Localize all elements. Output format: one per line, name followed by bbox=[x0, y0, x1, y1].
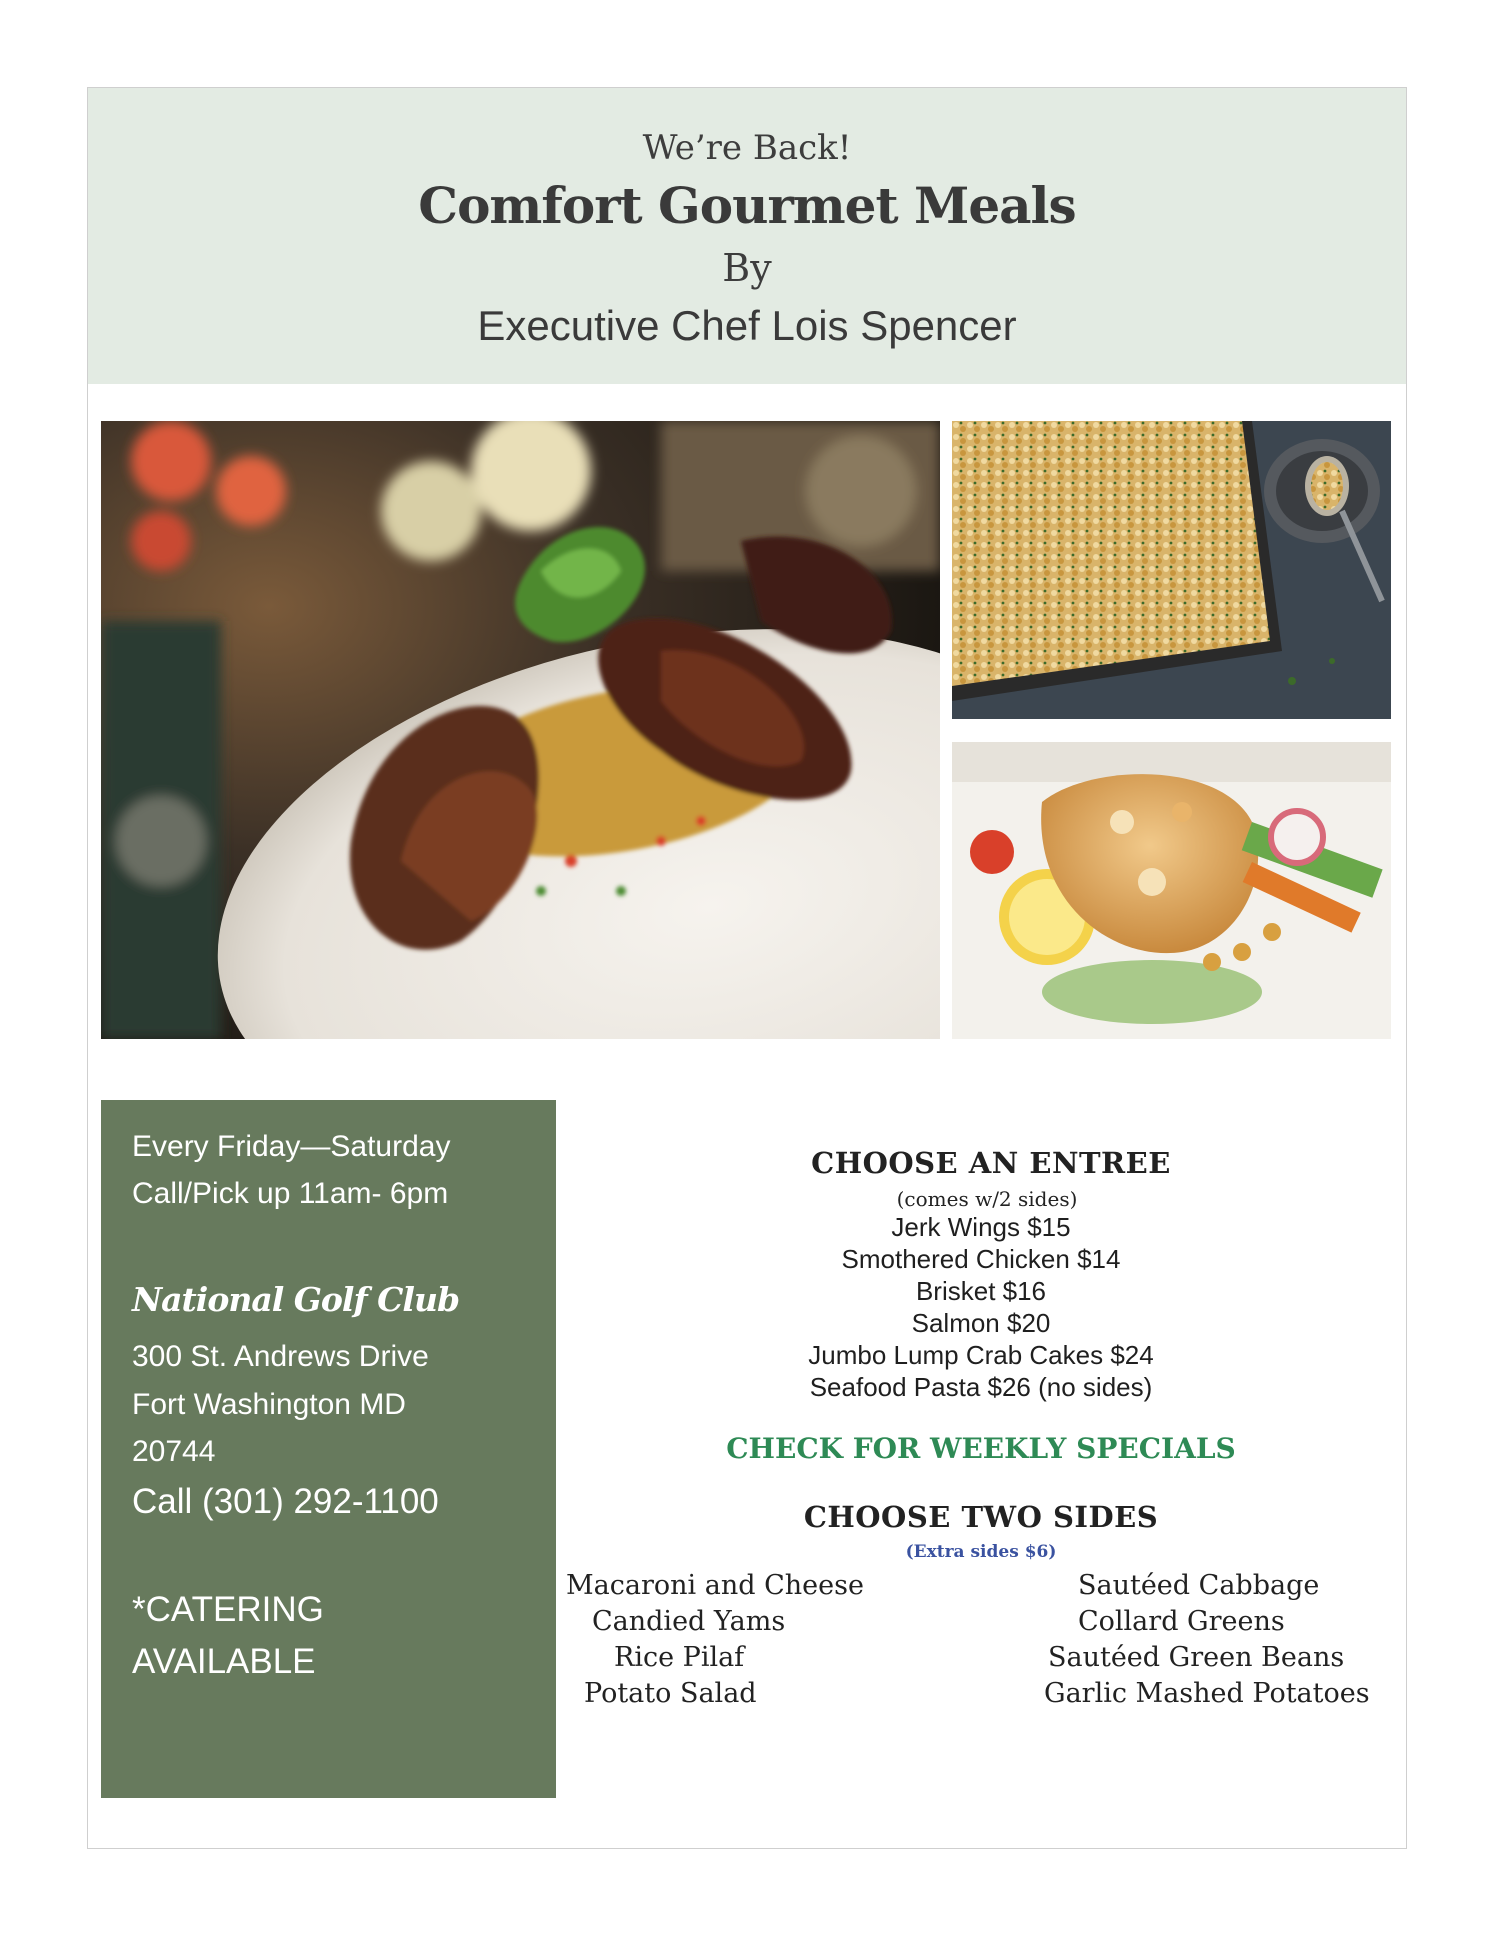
side-item: Candied Yams bbox=[592, 1606, 786, 1637]
side-item: Potato Salad bbox=[584, 1678, 757, 1709]
side-item: Sautéed Green Beans bbox=[1048, 1642, 1345, 1673]
flyer-header bbox=[88, 88, 1406, 384]
zip-code: 20744 bbox=[132, 1435, 216, 1468]
tagline: We’re Back! bbox=[642, 128, 852, 168]
chef-name: Executive Chef Lois Spencer bbox=[477, 302, 1017, 349]
by-line: By bbox=[722, 246, 772, 290]
jerk-wings-photo bbox=[101, 421, 940, 1039]
entree-heading: CHOOSE AN ENTREE bbox=[811, 1146, 1171, 1180]
entree-item: Smothered Chicken $14 bbox=[841, 1244, 1121, 1274]
entree-note: (comes w/2 sides) bbox=[896, 1187, 1078, 1211]
catering-line-2: AVAILABLE bbox=[132, 1642, 316, 1681]
extra-sides-note: (Extra sides $6) bbox=[905, 1542, 1057, 1562]
crab-cake-photo bbox=[952, 742, 1391, 1039]
sides-heading: CHOOSE TWO SIDES bbox=[803, 1500, 1159, 1534]
side-item: Rice Pilaf bbox=[614, 1642, 745, 1673]
flyer-title: Comfort Gourmet Meals bbox=[418, 176, 1076, 235]
side-item: Garlic Mashed Potatoes bbox=[1044, 1678, 1370, 1709]
entree-item: Salmon $20 bbox=[911, 1308, 1051, 1338]
entree-item: Jerk Wings $15 bbox=[891, 1212, 1071, 1242]
weekly-specials-banner: CHECK FOR WEEKLY SPECIALS bbox=[726, 1432, 1236, 1465]
pickup-hours: Call/Pick up 11am- 6pm bbox=[132, 1177, 449, 1210]
mac-and-cheese-photo bbox=[952, 421, 1391, 719]
side-item: Collard Greens bbox=[1078, 1606, 1285, 1637]
address-line-2: Fort Washington MD bbox=[132, 1388, 406, 1421]
info-panel bbox=[101, 1100, 556, 1798]
club-name: National Golf Club bbox=[132, 1280, 460, 1319]
entree-item: Seafood Pasta $26 (no sides) bbox=[809, 1372, 1153, 1402]
entree-item: Brisket $16 bbox=[915, 1276, 1047, 1306]
pickup-days: Every Friday—Saturday bbox=[132, 1130, 451, 1163]
side-item: Macaroni and Cheese bbox=[566, 1570, 864, 1601]
entree-item: Jumbo Lump Crab Cakes $24 bbox=[808, 1340, 1154, 1370]
phone-number[interactable]: Call (301) 292-1100 bbox=[132, 1482, 439, 1521]
catering-line-1: *CATERING bbox=[132, 1590, 324, 1629]
address-line-1: 300 St. Andrews Drive bbox=[132, 1340, 429, 1373]
side-item: Sautéed Cabbage bbox=[1078, 1570, 1320, 1601]
